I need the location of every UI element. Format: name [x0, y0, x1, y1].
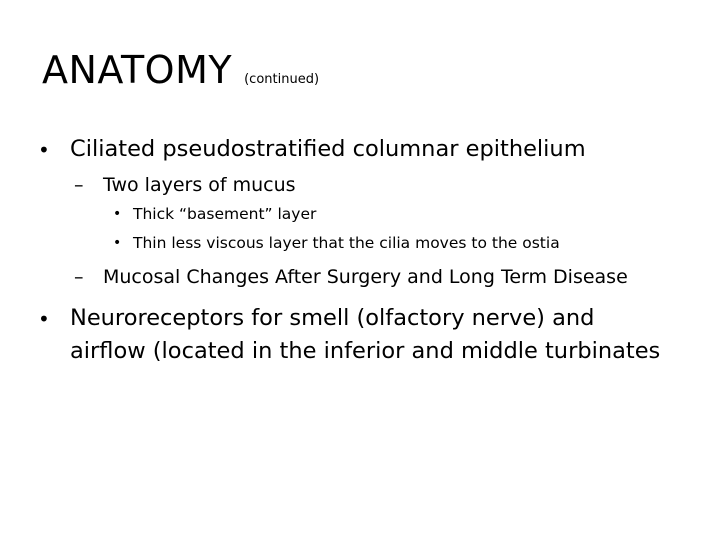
- sub-bullet-text: Two layers of mucus: [103, 174, 296, 196]
- bullet-text: Ciliated pseudostratified columnar epithelium: [70, 136, 586, 162]
- bullet-text-line: Neuroreceptors for smell (olfactory nerve) and: [70, 305, 595, 331]
- sub-sub-bullet-marker: •: [113, 206, 122, 222]
- bullet-marker: •: [38, 138, 50, 162]
- bullet-marker: •: [38, 307, 50, 331]
- sub-sub-bullet-text: Thin less viscous layer that the cilia moves to the ostia: [133, 234, 560, 252]
- sub-bullet-text: Mucosal Changes After Surgery and Long Term Disease: [103, 266, 628, 288]
- bullet-text-line: airflow (located in the inferior and middle turbinates: [70, 338, 661, 364]
- slide-title: [42, 48, 319, 92]
- sub-bullet-marker: –: [74, 266, 84, 288]
- sub-sub-bullet-text: Thick “basement” layer: [133, 205, 317, 223]
- title-text: ANATOMY: [42, 48, 233, 92]
- sub-bullet-marker: –: [74, 174, 84, 196]
- title-note: (continued): [244, 72, 320, 87]
- sub-sub-bullet-marker: •: [113, 235, 122, 251]
